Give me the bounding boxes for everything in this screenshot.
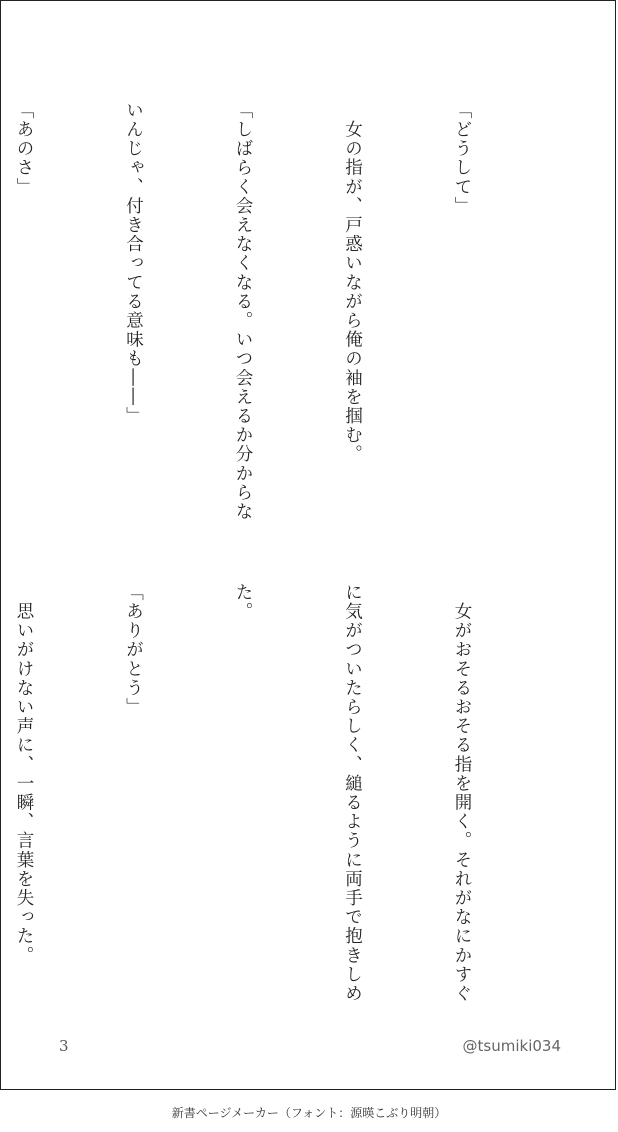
page-number: 3 <box>59 1037 69 1055</box>
text-line: 「ありがとう」 <box>123 583 144 717</box>
text-line: 「しばらく会えなくなる。いつ会えるか分からな <box>233 101 253 522</box>
text-line: 「あのさ」 <box>14 101 34 197</box>
text-line: 思いがけない声に、一瞬、言葉を失った。 <box>14 583 34 965</box>
text-line: た。 <box>233 583 253 622</box>
text-line: 女がおそるおそる指を開く。それがなにかすぐ <box>452 583 472 1004</box>
text-line: 女の指が、戸惑いながら俺の袖を掴む。 <box>342 101 363 464</box>
generator-credit: 新書ページメーカー（フォント：源暎こぶり明朝） <box>171 1106 447 1120</box>
text-line: 「どうして」 <box>452 101 472 216</box>
author-handle: @tsumiki034 <box>462 1037 561 1055</box>
upper-text-column <box>0 101 553 521</box>
lower-text-column <box>0 583 553 1003</box>
text-line: いんじゃ、付き合ってる意味も――」 <box>123 101 144 426</box>
text-line: に気がついたらしく、縋るように両手で抱きしめ <box>342 583 363 1004</box>
